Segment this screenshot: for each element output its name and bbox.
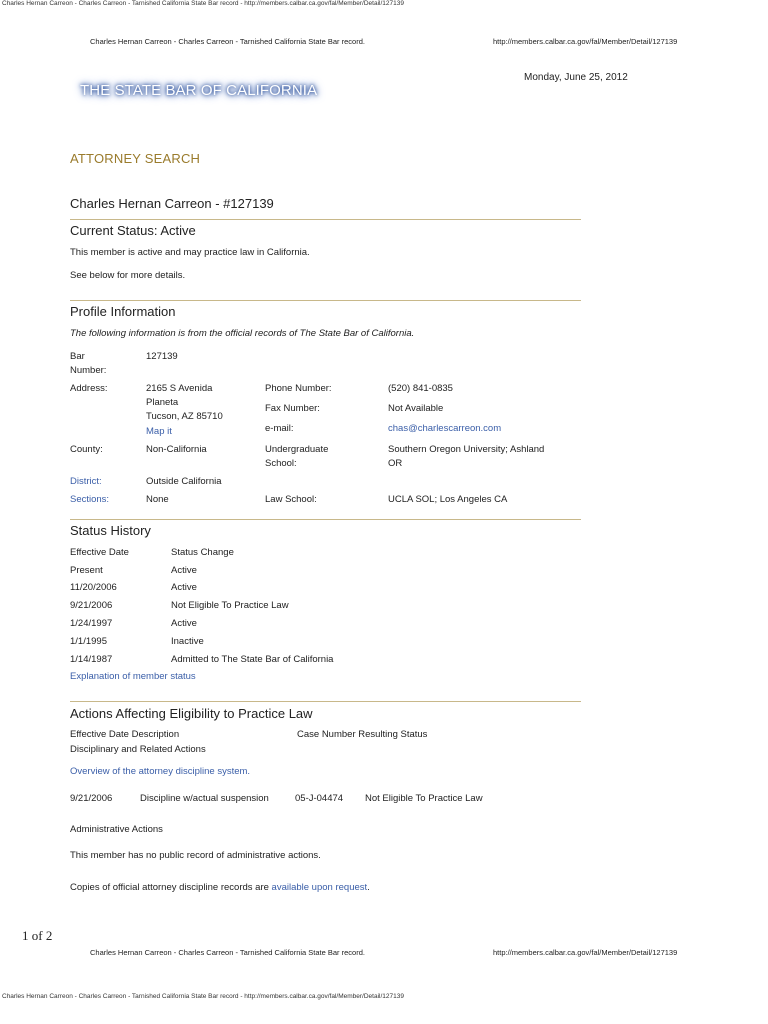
sections-value: None bbox=[146, 494, 169, 505]
address-label: Address: bbox=[70, 383, 108, 394]
action-description: Discipline w/actual suspension bbox=[140, 793, 269, 804]
district-link[interactable]: District: bbox=[70, 476, 102, 487]
profile-note: The following information is from the official records of The State Bar of California. bbox=[70, 328, 415, 339]
actions-heading: Actions Affecting Eligibility to Practice Law bbox=[70, 706, 313, 721]
history-date: 1/24/1997 bbox=[70, 618, 113, 629]
undergrad-value-2: OR bbox=[388, 458, 403, 469]
bottom-banner: Charles Hernan Carreon - Charles Carreon - Tarnished California State Bar record - http://members.calbar.ca.gov/fal/Member/Detail/127139 bbox=[2, 993, 404, 1000]
current-date: Monday, June 25, 2012 bbox=[524, 72, 628, 83]
admin-heading: Administrative Actions bbox=[70, 824, 163, 835]
overview-link[interactable]: Overview of the attorney discipline system. bbox=[70, 766, 251, 777]
admin-text: This member has no public record of administrative actions. bbox=[70, 850, 321, 861]
history-col-date: Effective Date bbox=[70, 547, 129, 558]
history-change: Active bbox=[171, 618, 197, 629]
phone-value: (520) 841-0835 bbox=[388, 383, 453, 394]
district-value: Outside California bbox=[146, 476, 222, 487]
fax-label: Fax Number: bbox=[265, 403, 320, 414]
history-date: 1/14/1987 bbox=[70, 654, 113, 665]
state-bar-logo[interactable]: THE STATE BAR OF CALIFORNIA bbox=[80, 82, 318, 99]
history-date: 1/1/1995 bbox=[70, 636, 107, 647]
address-line-3: Tucson, AZ 85710 bbox=[146, 411, 223, 422]
undergrad-label-2: School: bbox=[265, 458, 297, 469]
copies-end: . bbox=[367, 882, 370, 893]
divider bbox=[70, 519, 581, 520]
email-label: e-mail: bbox=[265, 423, 294, 434]
print-footer-title: Charles Hernan Carreon - Charles Carreon - Tarnished California State Bar record. bbox=[90, 948, 365, 957]
print-footer-url: http://members.calbar.ca.gov/fal/Member/Detail/127139 bbox=[493, 948, 678, 957]
fax-value: Not Available bbox=[388, 403, 444, 414]
address-line-2: Planeta bbox=[146, 397, 179, 408]
history-change: Admitted to The State Bar of California bbox=[171, 654, 334, 665]
page-number: 1 of 2 bbox=[22, 928, 53, 943]
history-change: Active bbox=[171, 582, 197, 593]
disciplinary-label: Disciplinary and Related Actions bbox=[70, 744, 206, 755]
status-line-1: This member is active and may practice law in California. bbox=[70, 247, 310, 258]
bar-number-label-2: Number: bbox=[70, 365, 107, 376]
actions-col-case-status: Case Number Resulting Status bbox=[297, 729, 428, 740]
sections-link[interactable]: Sections: bbox=[70, 494, 110, 505]
history-date: 11/20/2006 bbox=[70, 582, 117, 593]
map-it-link[interactable]: Map it bbox=[146, 426, 172, 437]
print-header-url: http://members.calbar.ca.gov/fal/Member/Detail/127139 bbox=[493, 37, 678, 46]
history-change: Inactive bbox=[171, 636, 204, 647]
divider bbox=[70, 300, 581, 301]
action-status: Not Eligible To Practice Law bbox=[365, 793, 483, 804]
available-upon-request-link[interactable]: available upon request bbox=[271, 882, 368, 893]
actions-col-date-desc: Effective Date Description bbox=[70, 729, 180, 740]
law-school-label: Law School: bbox=[265, 494, 317, 505]
print-header-title: Charles Hernan Carreon - Charles Carreon - Tarnished California State Bar record. bbox=[90, 37, 365, 46]
history-change: Active bbox=[171, 565, 197, 576]
copies-text: Copies of official attorney discipline records are bbox=[70, 882, 272, 893]
county-value: Non-California bbox=[146, 444, 207, 455]
top-banner: Charles Hernan Carreon - Charles Carreon - Tarnished California State Bar record - http://members.calbar.ca.gov/fal/Member/Detail/127139 bbox=[2, 0, 404, 7]
copies-line bbox=[70, 882, 370, 893]
history-change: Not Eligible To Practice Law bbox=[171, 600, 289, 611]
history-date: 9/21/2006 bbox=[70, 600, 113, 611]
undergrad-value: Southern Oregon University; Ashland bbox=[388, 444, 545, 455]
law-school-value: UCLA SOL; Los Angeles CA bbox=[388, 494, 508, 505]
history-date: Present bbox=[70, 565, 103, 576]
address-line-1: 2165 S Avenida bbox=[146, 383, 213, 394]
profile-heading: Profile Information bbox=[70, 304, 176, 319]
current-status-heading: Current Status: Active bbox=[70, 223, 196, 238]
email-link[interactable]: chas@charlescarreon.com bbox=[388, 423, 502, 434]
divider bbox=[70, 701, 581, 702]
explanation-link[interactable]: Explanation of member status bbox=[70, 671, 196, 682]
bar-number-value: 127139 bbox=[146, 351, 178, 362]
page-title: ATTORNEY SEARCH bbox=[70, 151, 201, 166]
phone-label: Phone Number: bbox=[265, 383, 332, 394]
action-date: 9/21/2006 bbox=[70, 793, 113, 804]
member-heading: Charles Hernan Carreon - #127139 bbox=[70, 196, 274, 211]
status-history-heading: Status History bbox=[70, 523, 151, 538]
county-label: County: bbox=[70, 444, 103, 455]
status-line-2: See below for more details. bbox=[70, 270, 186, 281]
undergrad-label: Undergraduate bbox=[265, 444, 329, 455]
history-col-change: Status Change bbox=[171, 547, 234, 558]
action-case-number: 05-J-04474 bbox=[295, 793, 344, 804]
divider bbox=[70, 219, 581, 220]
bar-number-label: Bar bbox=[70, 351, 85, 362]
